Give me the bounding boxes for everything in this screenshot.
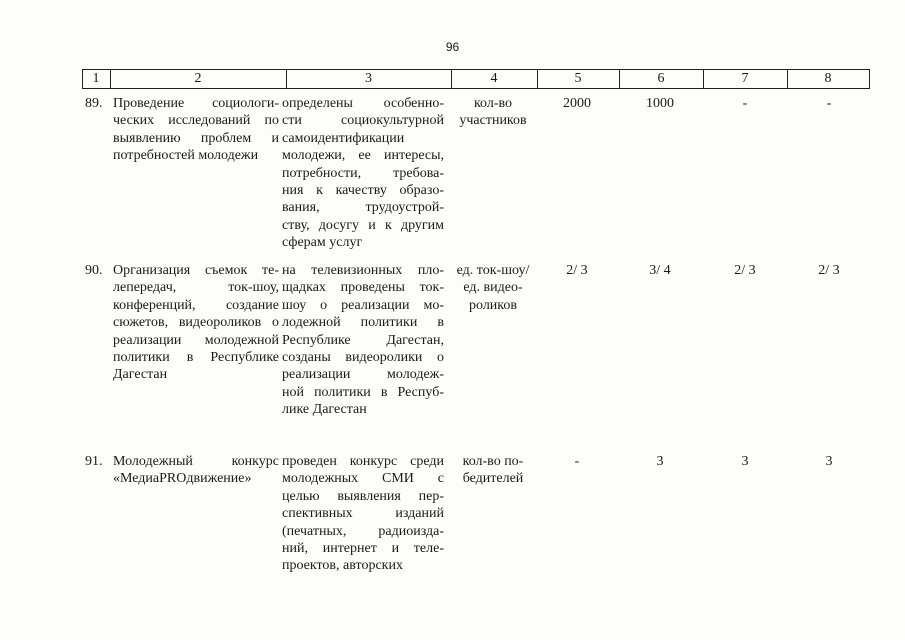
activity-result-line: проведен конкурс среди bbox=[282, 454, 444, 469]
value-col-7: - bbox=[742, 96, 748, 111]
unit-of-measure-line: роликов bbox=[469, 297, 517, 313]
activity-result-line: ной политики в Респуб- bbox=[282, 384, 444, 400]
row-number: 91. bbox=[85, 454, 103, 469]
activity-result-line: самоидентификации bbox=[282, 130, 405, 146]
activity-result-line: проектов, авторских bbox=[282, 558, 403, 574]
activity-result-line: (печатных, радиоизда- bbox=[282, 523, 444, 539]
unit-of-measure bbox=[451, 95, 535, 130]
value-col-8: - bbox=[826, 96, 832, 111]
unit-of-measure-line: ед. видео- bbox=[463, 280, 523, 296]
value-col-8: 3 bbox=[825, 454, 833, 469]
activity-result-line: молодежи, ее интересы, bbox=[282, 148, 444, 164]
activity-result-line: ний, интернет и теле- bbox=[282, 541, 444, 557]
value-col-7: 2/ 3 bbox=[734, 263, 756, 278]
header-bottom-rule bbox=[82, 88, 870, 89]
value-col-5: 2000 bbox=[563, 96, 591, 111]
activity-name-line: сюжетов, видеороликов о bbox=[113, 315, 279, 331]
unit-of-measure bbox=[451, 262, 535, 314]
activity-name bbox=[113, 453, 279, 488]
value-col-6: 3 bbox=[656, 454, 664, 469]
activity-result bbox=[282, 453, 444, 575]
row-number: 90. bbox=[85, 263, 103, 278]
value-col-5: - bbox=[574, 454, 580, 469]
activity-result-line: ния к качеству образо- bbox=[282, 183, 444, 199]
activity-result-line: реализации молодеж- bbox=[282, 367, 444, 383]
value-col-5: 2/ 3 bbox=[566, 263, 588, 278]
col-header-7: 7 bbox=[741, 71, 749, 86]
activity-result-line: целью выявления пер- bbox=[282, 488, 444, 504]
header-top-rule bbox=[82, 69, 870, 70]
value-col-6: 3/ 4 bbox=[649, 263, 671, 278]
col-header-3: 3 bbox=[365, 71, 372, 86]
column-number-header bbox=[82, 69, 870, 89]
activity-result-line: Республике Дагестан, bbox=[282, 332, 444, 348]
header-divider bbox=[869, 69, 870, 89]
unit-of-measure bbox=[451, 453, 535, 488]
unit-of-measure-line: ед. ток-шоу/ bbox=[456, 263, 530, 278]
activity-result-line: определены особенно- bbox=[282, 96, 444, 111]
activity-result-line: ству, досугу и к другим bbox=[282, 217, 444, 233]
value-col-6: 1000 bbox=[646, 96, 674, 111]
activity-result-line: сферам услуг bbox=[282, 235, 363, 251]
col-header-5: 5 bbox=[574, 71, 582, 86]
value-col-7: 3 bbox=[741, 454, 749, 469]
unit-of-measure-line: участников bbox=[459, 113, 527, 129]
activity-result bbox=[282, 262, 444, 419]
col-header-4: 4 bbox=[490, 71, 498, 86]
col-header-8: 8 bbox=[824, 71, 832, 86]
unit-of-measure-line: кол-во bbox=[473, 96, 513, 111]
page-number: 96 bbox=[445, 40, 460, 54]
activity-name-line: Молодежный конкурс bbox=[113, 454, 279, 469]
activity-result-line: лике Дагестан bbox=[282, 402, 367, 418]
activity-result-line: молодежных СМИ с bbox=[282, 471, 444, 487]
activity-result-line: сти социокультурной bbox=[282, 113, 444, 129]
activity-result bbox=[282, 95, 444, 252]
unit-of-measure-line: бедителей bbox=[462, 471, 524, 487]
activity-name-line: реализации молодежной bbox=[113, 332, 279, 348]
value-col-8: 2/ 3 bbox=[818, 263, 840, 278]
activity-name-line: конференций, создание bbox=[113, 297, 279, 313]
data-table bbox=[82, 69, 870, 574]
activity-result-line: потребности, требова- bbox=[282, 165, 444, 181]
activity-name bbox=[113, 262, 279, 384]
activity-result-line: вания, трудоустрой- bbox=[282, 200, 444, 216]
row-number: 89. bbox=[85, 96, 103, 111]
activity-name-line: выявлению проблем и bbox=[113, 130, 279, 146]
col-header-2: 2 bbox=[194, 71, 202, 86]
activity-name-line: Дагестан bbox=[113, 367, 168, 383]
col-header-6: 6 bbox=[657, 71, 665, 86]
activity-result-line: лодежной политики в bbox=[282, 315, 444, 331]
activity-name-line: лепередач, ток-шоу, bbox=[113, 280, 279, 296]
activity-name-line: «МедиаPROдвижение» bbox=[113, 471, 252, 487]
unit-of-measure-line: кол-во по- bbox=[462, 454, 524, 469]
activity-name-line: Организация съемок те- bbox=[113, 263, 279, 278]
activity-result-line: шоу о реализации мо- bbox=[282, 297, 444, 313]
activity-name-line: политики в Республике bbox=[113, 350, 279, 366]
col-header-1: 1 bbox=[92, 71, 100, 86]
activity-name-line: Проведение социологи- bbox=[113, 96, 279, 111]
activity-result-line: созданы видеоролики о bbox=[282, 350, 444, 366]
activity-result-line: щадках проведены ток- bbox=[282, 280, 444, 296]
activity-result-line: спективных изданий bbox=[282, 506, 444, 522]
activity-result-line: на телевизионных пло- bbox=[282, 263, 444, 278]
activity-name-line: ческих исследований по bbox=[113, 113, 279, 129]
activity-name-line: потребностей молодежи bbox=[113, 148, 259, 164]
activity-name bbox=[113, 95, 279, 165]
